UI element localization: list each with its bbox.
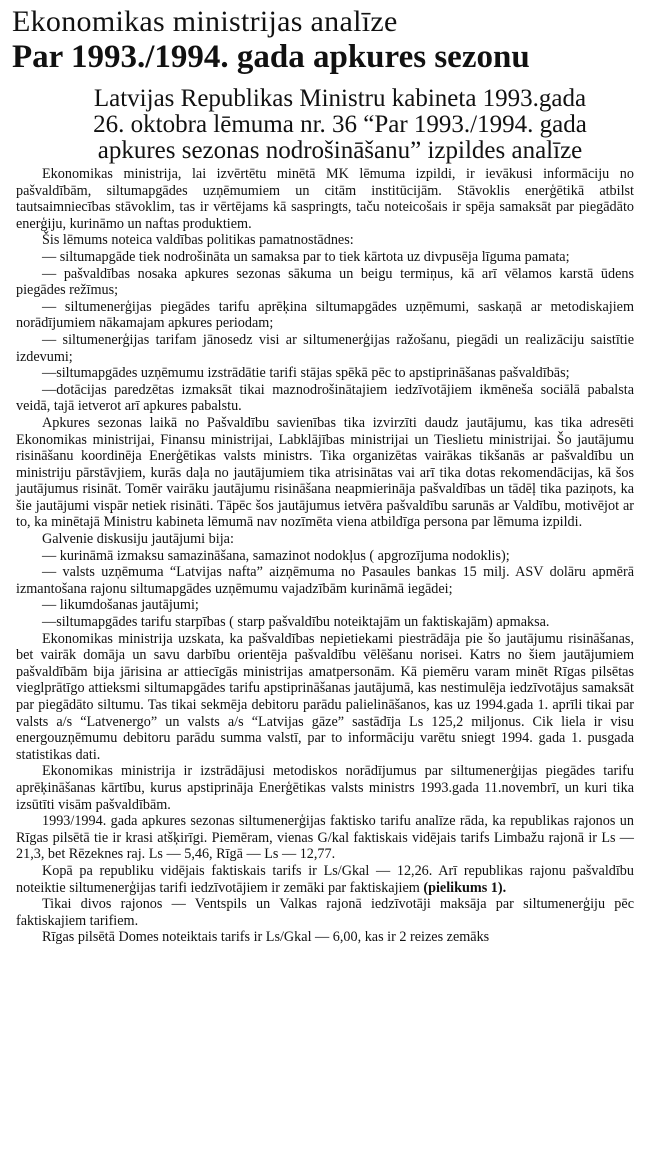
section-heading: Ekonomikas ministrijas analīze: [12, 5, 398, 38]
list-item: — siltumenerģijas piegādes tarifu aprēķina siltumapgādes uzņēmumi, saskaņā ar metodiskajiem norādījumiem nākamajam apkures periodam;: [16, 298, 634, 332]
list-item: — siltumapgāde tiek nodrošināta un samaksa par to tiek kārtota uz divpusēja līguma pamata;: [42, 248, 570, 265]
list-item: — pašvaldības nosaka apkures sezonas sākuma un beigu termiņus, kā arī vēlamos karstā ūdens piegādes režīmus;: [16, 265, 634, 299]
paragraph-text: Kopā pa republiku vidējais faktiskais tarifs ir Ls/Gkal — 12,26. Arī republikas rajonu pašvaldību noteiktie siltumenerģijas tarifi iedzīvotājiem ir zemāki par faktiskajiem: [16, 862, 634, 896]
list-item: —siltumapgādes uzņēmumu izstrādātie tarifi stājas spēkā pēc to apstiprināšanas pašvaldībās;: [42, 365, 570, 382]
article-body: [16, 166, 634, 946]
paragraph: Rīgas pilsētā Domes noteiktais tarifs ir Ls/Gkal — 6,00, kas ir 2 reizes zemāks: [42, 929, 490, 946]
list-item: —dotācijas paredzētas izmaksāt tikai maznodrošinātajiem iedzīvotājiem ikmēneša sociālā pabalsta veidā, tajā ietverot arī apkures pabalstu.: [16, 381, 634, 415]
list-item: — valsts uzņēmuma “Latvijas nafta” aizņēmuma no Pasaules bankas 15 milj. ASV dolāru apmērā izmantošana rajonu siltumapgādes uzņēmumu vajadzībām kurināmā iegādei;: [16, 564, 634, 597]
paragraph: Apkures sezonas laikā no Pašvaldību savienības tika izvirzīti daudz jautājumu, kas tika adresēti Ekonomikas ministrijai, Finansu ministrijai, Labklājības ministrijai un Tieslietu ministrijai. Šo jautājumu risināšanu koordinēja Enerģētikas valsts ministrs. Tika organizētas vairākas tikšanās ar pašvaldību un ministriju pārstāvjiem, kurās daļa no jautājumiem tika atrisinātas vai arī tika dotas rekomendācijas, kā šos jautājumus risināt. Tomēr vairāku jautājumu risināšana neapmierināja pašvaldības un tādēļ tika paziņots, ka šie jautājumi vispār netiek risināti. Tāpēc šos jautājumus ietvēra pašvaldību sarunās ar Valdību, motivējot ar to, ka minētajā Ministru kabineta lēmumā nav nozīmēta viena atbildīga persona par lēmuma izpildi.: [16, 414, 634, 531]
paragraph: Ekonomikas ministrija ir izstrādājusi metodiskos norādījumus par siltumenerģijas piegādes tarifu aprēķināšanas kārtību, kurus apstiprināja Enerģētikas valsts ministrs 1993.gada 11.novembrī, un kuri tika izsūtīti visām pašvaldībām.: [16, 763, 634, 813]
subtitle-line: apkures sezonas nodrošināšanu” izpildes analīze: [97, 137, 583, 164]
subtitle-line: 26. oktobra lēmuma nr. 36 “Par 1993./1994. gada: [93, 111, 587, 138]
subtitle-line: Latvijas Republikas Ministru kabineta 1993.gada: [93, 85, 587, 112]
list-item: — kurināmā izmaksu samazināšana, samazinot nodokļus ( apgrozījuma nodoklis);: [42, 547, 510, 564]
paragraph: Ekonomikas ministrija, lai izvērtētu minētā MK lēmuma izpildi, ir ievākusi informāciju no pašvaldībām, siltumapgādes uzņēmumiem un citām institūcijām. Stāvoklis enerģētikā atbilst tautsaimniecības stāvoklim, tas ir vērtējams kā saspringts, taču noteicošais ir spēja samaksāt par piegādāto enerģiju, kurināmo un naftas produktiem.: [16, 166, 634, 232]
article-subtitle: [40, 86, 640, 164]
paragraph: Šis lēmums noteica valdības politikas pamatnostādnes:: [42, 232, 354, 249]
appendix-reference: (pielikums 1).: [423, 879, 507, 896]
article-title: Par 1993./1994. gada apkures sezonu: [12, 39, 530, 75]
paragraph: [16, 863, 634, 896]
list-item: —siltumapgādes tarifu starpības ( starp pašvaldību noteiktajām un faktiskajām) apmaksa.: [42, 614, 550, 631]
paragraph: Galvenie diskusiju jautājumi bija:: [42, 531, 234, 548]
paragraph: 1993/1994. gada apkures sezonas siltumenerģijas faktisko tarifu analīze rāda, ka republikas rajonos un Rīgas pilsētā tie ir krasi atšķirīgi. Piemēram, vienas G/kal faktiskais vidējais tarifs Limbažu rajonā ir Ls — 21,3, bet Rēzeknes raj. Ls — 5,46, Rīgā — Ls — 12,77.: [16, 813, 634, 863]
list-item: — likumdošanas jautājumi;: [42, 597, 199, 614]
paragraph: Tikai divos rajonos — Ventspils un Valkas rajonā iedzīvotāji maksāja par siltumenerģiju pēc faktiskajiem tarifiem.: [16, 896, 634, 929]
paragraph: Ekonomikas ministrija uzskata, ka pašvaldības nepietiekami piestrādāja pie šo jautājumu risināšanas, bet vairāk domāja un savu darbību orientēja pašvaldību vēlēšanu norisei. Katrs no šiem jautājumiem pašvaldībām bija jārisina ar attiecīgās ministrijas amatpersonām. Kā piemēru varam minēt Rīgas pilsētas vieglprātīgo attieksmi siltumapgādes tarifu apstiprināšanas jautājumā, kas nestimulēja iedzīvotājus samaksāt par piegādāto siltumu. Tas tikai sekmēja debitoru parādu palielināšanos, kas uz 1994.gada 1. aprīli tikai par valsts a/s “Latvenergo” un valsts a/s “Latvijas gāze” sastādīja Ls 125,2 miljonus. Cik liela ir visu energouzņēmumu debitoru parādu summa valstī, par to informāciju varētu sniegt 1994. gada 1. pusgada statistikas dati.: [16, 630, 634, 763]
list-item: — siltumenerģijas tarifam jānosedz visi ar siltumenerģijas ražošanu, piegādi un realizāciju saistītie izdevumi;: [16, 331, 634, 365]
